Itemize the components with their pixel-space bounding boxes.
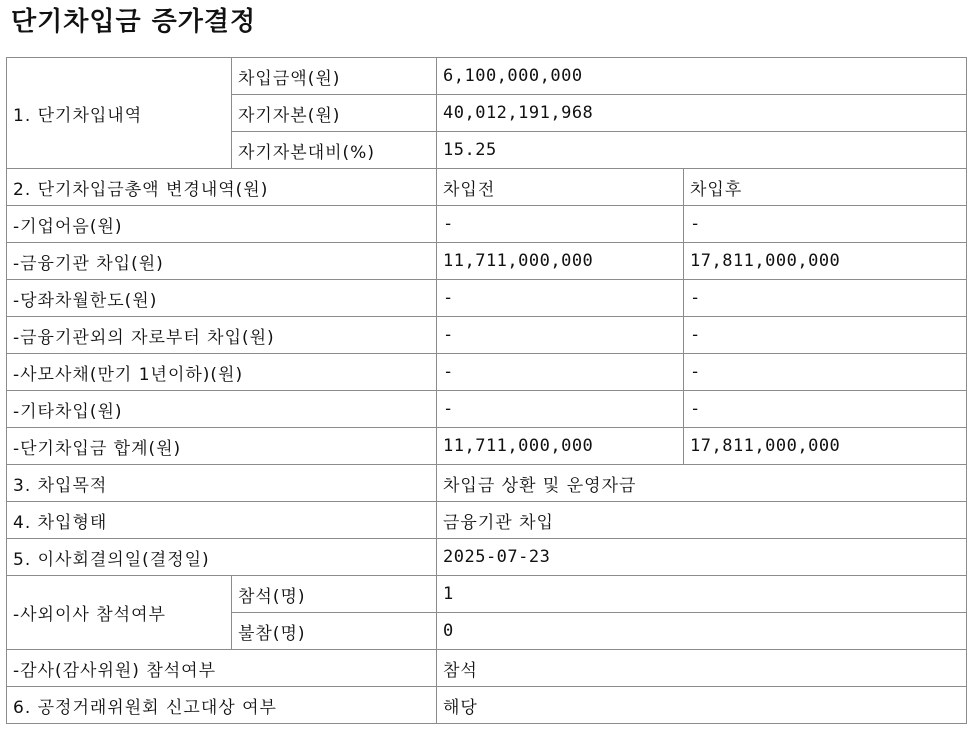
table-row (7, 687, 967, 724)
table-row (7, 391, 967, 428)
table-row (7, 428, 967, 465)
change-row-before: - (437, 206, 684, 243)
board-date-value: 2025-07-23 (437, 539, 967, 576)
section2-label: 2. 단기차입금총액 변경내역(원) (7, 169, 437, 206)
board-date-label: 5. 이사회결의일(결정일) (7, 539, 437, 576)
table-row (7, 539, 967, 576)
equity-value: 40,012,191,968 (437, 95, 967, 132)
column-header-after: 차입후 (684, 169, 967, 206)
change-row-label: -사모사채(만기 1년이하)(원) (7, 354, 437, 391)
ftc-label: 6. 공정거래위원회 신고대상 여부 (7, 687, 437, 724)
change-row-after: - (684, 280, 967, 317)
table-row (7, 317, 967, 354)
table-row (7, 465, 967, 502)
change-row-before: - (437, 391, 684, 428)
borrow-amount-value: 6,100,000,000 (437, 58, 967, 95)
disclosure-table (6, 57, 967, 724)
change-row-after: 17,811,000,000 (684, 243, 967, 280)
change-row-after: - (684, 391, 967, 428)
change-row-after: - (684, 317, 967, 354)
equity-ratio-value: 15.25 (437, 132, 967, 169)
form-label: 4. 차입형태 (7, 502, 437, 539)
form-value: 금융기관 차입 (437, 502, 967, 539)
ftc-value: 해당 (437, 687, 967, 724)
change-row-label: -단기차입금 합계(원) (7, 428, 437, 465)
purpose-label: 3. 차입목적 (7, 465, 437, 502)
change-row-after: 17,811,000,000 (684, 428, 967, 465)
column-header-before: 차입전 (437, 169, 684, 206)
purpose-value: 차입금 상환 및 운영자금 (437, 465, 967, 502)
change-row-after: - (684, 354, 967, 391)
table-row (7, 243, 967, 280)
attend-value: 1 (437, 576, 967, 613)
change-row-label: -기업어음(원) (7, 206, 437, 243)
change-row-before: - (437, 280, 684, 317)
change-row-label: -금융기관외의 자로부터 차입(원) (7, 317, 437, 354)
change-row-before: 11,711,000,000 (437, 243, 684, 280)
absent-value: 0 (437, 613, 967, 650)
table-row (7, 354, 967, 391)
change-row-before: - (437, 354, 684, 391)
equity-ratio-label: 자기자본대비(%) (232, 132, 437, 169)
table-row (7, 169, 967, 206)
section1-label: 1. 단기차입내역 (7, 58, 232, 169)
change-row-label: -기타차입(원) (7, 391, 437, 428)
absent-label: 불참(명) (232, 613, 437, 650)
change-row-before: 11,711,000,000 (437, 428, 684, 465)
auditor-label: -감사(감사위원) 참석여부 (7, 650, 437, 687)
change-row-label: -금융기관 차입(원) (7, 243, 437, 280)
table-row (7, 58, 967, 95)
attend-label: 참석(명) (232, 576, 437, 613)
equity-label: 자기자본(원) (232, 95, 437, 132)
change-row-before: - (437, 317, 684, 354)
table-row (7, 576, 967, 613)
table-row (7, 206, 967, 243)
change-row-label: -당좌차월한도(원) (7, 280, 437, 317)
table-row (7, 502, 967, 539)
borrow-amount-label: 차입금액(원) (232, 58, 437, 95)
change-row-after: - (684, 206, 967, 243)
table-row (7, 280, 967, 317)
auditor-value: 참석 (437, 650, 967, 687)
page-title: 단기차입금 증가결정 (11, 7, 257, 37)
table-row (7, 650, 967, 687)
outside-directors-label: -사외이사 참석여부 (7, 576, 232, 650)
